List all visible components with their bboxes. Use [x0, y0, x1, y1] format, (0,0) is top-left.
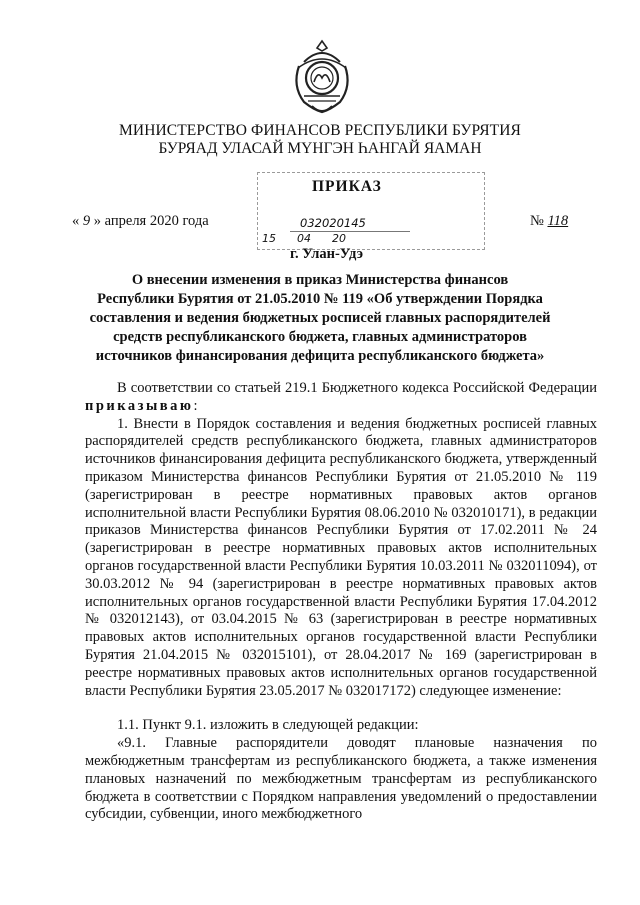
date-prefix: « — [72, 213, 83, 229]
order-body — [85, 380, 597, 824]
title-line: составления и ведения бюджетных росписей главных распорядителей — [89, 310, 551, 326]
number-prefix: № — [530, 213, 548, 229]
intro-paragraph — [85, 380, 597, 416]
title-line: источников финансирования дефицита республиканского бюджета» — [95, 348, 545, 364]
date-day: 9 — [82, 213, 91, 229]
document-type: ПРИКАЗ — [312, 178, 382, 195]
city: г. Улан-Удэ — [290, 246, 363, 262]
order-date — [72, 213, 209, 230]
number-value: 118 — [547, 213, 569, 229]
command-word: приказываю — [85, 397, 194, 414]
registration-number: 032020145 — [300, 216, 366, 230]
republic-emblem-icon — [290, 38, 354, 120]
title-line: О внесении изменения в приказ Министерства финансов — [131, 272, 509, 288]
title-line: Республики Бурятия от 21.05.2010 № 119 «Об утверждении Порядка — [97, 291, 543, 307]
order-number — [530, 213, 568, 230]
order-title — [80, 271, 560, 366]
intro-end: : — [193, 397, 198, 414]
ministry-name-russian: МИНИСТЕРСТВО ФИНАНСОВ РЕСПУБЛИКИ БУРЯТИЯ — [119, 122, 521, 139]
registration-date: 15 04 20 — [262, 232, 346, 245]
intro-text: В соответствии со статьей 219.1 Бюджетного кодекса Российской Федерации — [117, 380, 597, 396]
item-1-paragraph: 1. Внести в Порядок составления и ведения бюджетных росписей главных распорядителей средств республиканского бюджета, главных администраторов источников финансирования дефицита республиканского бюджета, утвержденный приказом Министерства финансов Республики Бурятия от 21.05.2010 № 119 (зарегистрирован в реестре нормативных правовых актов органов исполнительной власти Республики Бурятия 08.06.2010 № 032010171), в редакции приказов Министерства финансов Республики Бурятия от 17.02.2011 № 24 (зарегистрирован в реестре нормативных правовых актов исполнительных органов государственной власти Республики Бурятия 10.03.2011 № 032011094), от 30.03.2012 № 94 (зарегистрирован в реестре нормативных правовых актов исполнительных органов государственной власти Республики Бурятия 17.04.2012 № 032012143), от 03.04.2015 № 63 (зарегистрирован в реестре нормативных правовых актов исполнительных органов государственной власти Республики Бурятия 21.04.2015 № 032015101), от 28.04.2017 № 169 (зарегистрирован в реестре нормативных правовых актов исполнительных органов государственной власти Республики Бурятия 23.05.2017 № 032017172) следующее изменение: — [85, 415, 597, 699]
date-suffix: » апреля 2020 года — [90, 213, 209, 229]
quoted-paragraph: «9.1. Главные распорядители доводят плановые назначения по межбюджетным трансфертам из республиканского бюджета, а также изменения плановых назначений по межбюджетным трансфертам из республиканского бюджета в соответствии с Порядком направления уведомлений о предоставлении субсидии, субвенции, иного межбюджетного — [85, 735, 597, 823]
ministry-name-buryat: БУРЯАД УЛАСАЙ МҮНГЭН ҺАНГАЙ ЯАМАН — [158, 140, 482, 157]
title-line: средств республиканского бюджета, главных администраторов — [113, 329, 527, 345]
item-1-1-paragraph: 1.1. Пункт 9.1. изложить в следующей редакции: — [117, 717, 419, 734]
